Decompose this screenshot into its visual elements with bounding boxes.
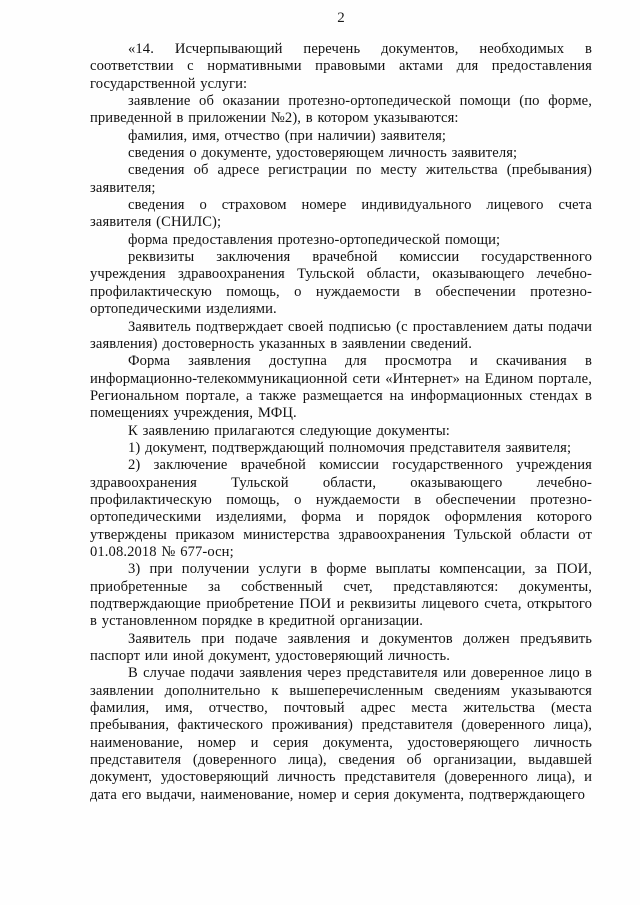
paragraph: сведения о страховом номере индивидуального лицевого счета заявителя (СНИЛС);: [90, 197, 592, 231]
paragraph: Заявитель при подаче заявления и документов должен предъявить паспорт или иной документ, удостоверяющий личность.: [90, 630, 592, 665]
paragraph: К заявлению прилагаются следующие документы:: [128, 422, 450, 439]
paragraph: 1) документ, подтверждающий полномочия представителя заявителя;: [128, 439, 572, 456]
paragraph: В случае подачи заявления через представителя или доверенное лицо в заявлении дополнительно к вышеперечисленным сведениям указываются фамилия, имя, отчество, почтовый адрес места жительства (места пребывания, фактического проживания) представителя (доверенного лица), наименование, номер и серия документа, удостоверяющего личность представителя (доверенного лица), сведения об организации, выдавшей документ, удостоверяющий личность представителя (доверенного лица), и дата его выдачи, наименование, номер и серия документа, подтверждающего: [90, 665, 592, 803]
paragraph: Форма заявления доступна для просмотра и скачивания в информационно-телекоммуникационной сети «Интернет» на Едином портале, Региональном портале, а также размещается на информационных стендах в помещениях учреждения, МФЦ.: [90, 353, 592, 422]
paragraph: реквизиты заключения врачебной комиссии государственного учреждения здравоохранения Тульской области, оказывающего лечебно-профилактическую помощь, о нуждаемости в обеспечении протезно-ортопедическими изделиями.: [90, 249, 592, 318]
paragraph: сведения об адресе регистрации по месту жительства (пребывания) заявителя;: [90, 162, 592, 196]
document-text: [90, 41, 592, 804]
paragraph: «14. Исчерпывающий перечень документов, необходимых в соответствии с нормативными правовыми актами для предоставления государственной услуги:: [90, 41, 592, 92]
paragraph: 2) заключение врачебной комиссии государственного учреждения здравоохранения Тульской области, оказывающего лечебно-профилактическую помощь, о нуждаемости в обеспечении протезно-ортопедическими изделиями, форма и порядок оформления которого утверждены приказом министерства здравоохранения Тульской области от 01.08.2018 № 677-осн;: [90, 457, 592, 560]
page-number: 2: [337, 10, 345, 26]
paragraph: сведения о документе, удостоверяющем личность заявителя;: [128, 145, 518, 162]
paragraph: 3) при получении услуги в форме выплаты компенсации, за ПОИ, приобретенные за собственный счет, представляются: документы, подтверждающие приобретение ПОИ и реквизиты лицевого счета, открытого в установленном порядке в кредитной организации.: [90, 561, 592, 630]
paragraph: фамилия, имя, отчество (при наличии) заявителя;: [128, 127, 447, 144]
paragraph: заявление об оказании протезно-ортопедической помощи (по форме, приведенной в приложении №2), в котором указываются:: [90, 93, 592, 127]
paragraph: форма предоставления протезно-ортопедической помощи;: [128, 231, 501, 248]
paragraph: Заявитель подтверждает своей подписью (с проставлением даты подачи заявления) достоверность указанных в заявлении сведений.: [90, 318, 592, 352]
